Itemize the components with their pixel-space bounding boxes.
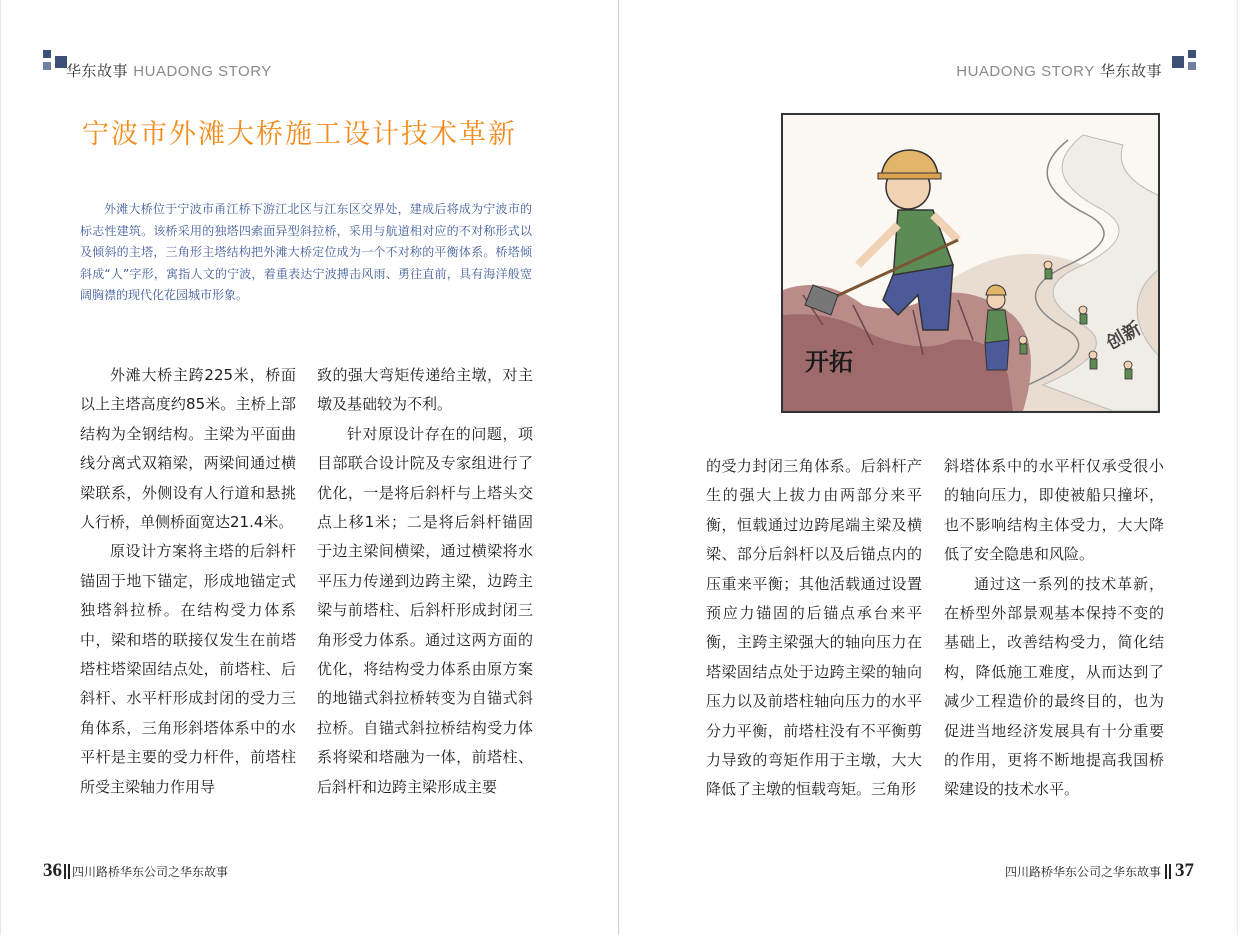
footer-text: 四川路桥华东公司之华东故事: [1004, 864, 1161, 879]
paragraph: 外滩大桥主跨225米，桥面以上主塔高度约85米。主桥上部结构为全钢结构。主梁为平面曲线分离式双箱梁，两梁间通过横梁联系，外侧设有人行道和悬挑人行桥，单侧桥面宽达21.4米。: [80, 366, 296, 532]
section-label-cn: 华东故事: [66, 62, 129, 80]
footer-text: 四川路桥华东公司之华东故事: [72, 864, 229, 879]
section-header-right: [956, 60, 1162, 81]
body-column-3: [706, 452, 922, 805]
illustration-caption: 开拓: [805, 348, 853, 376]
body-column-4: [944, 452, 1164, 805]
paragraph: 通过这一系列的技术革新，在桥型外部景观基本保持不变的基础上，改善结构受力，简化结构，降低施工难度，从而达到了减少工程造价的最终目的，也为促进当地经济发展具有十分重要的作用，更将不断地提高我国桥梁建设的技术水平。: [944, 574, 1164, 799]
paragraph: 原设计方案将主塔的后斜杆锚固于地下锚定，形成地锚定式独塔斜拉桥。在结构受力体系中，梁和塔的联接仅发生在前塔塔柱塔梁固结点处，前塔柱、后斜杆、水平杆形成封闭的受力三角体系，三角形斜塔体系中的水平杆是主要的受力杆件，前塔柱所受主梁轴力作用导: [80, 542, 296, 796]
paragraph: 针对原设计存在的问题，项目部联合设计院及专家组进行了优化，一是将后斜杆与上塔头交点上移1米；二是将后斜杆锚固于边主梁间横梁，通过横梁将水平压力传递到边跨主梁，边跨主梁与前塔柱、后斜杆形成封闭三角形受力体系。通过这两方面的优化，将结构受力体系由原方案的地锚式斜拉桥转变为自锚式斜拉桥。自锚式斜拉桥结构受力体系将梁和塔融为一体，前塔柱、后斜杆和边跨主梁形成主要: [317, 424, 533, 796]
page-number: 36: [43, 860, 62, 881]
paragraph: 致的强大弯矩传递给主墩，对主墩及基础较为不利。: [317, 366, 533, 414]
footer-divider: [64, 864, 66, 879]
road-label: 创新: [1103, 318, 1145, 355]
page-edge-left: [0, 0, 1, 935]
body-column-1: [80, 361, 296, 802]
article-title: 宁波市外滩大桥施工设计技术革新: [82, 119, 517, 150]
article-intro: 外滩大桥位于宁波市甬江桥下游江北区与江东区交界处，建成后将成为宁波市的标志性建筑。该桥采用的独塔四索面异型斜拉桥，采用与航道相对应的不对称形式以及倾斜的主塔，三角形主塔结构把外滩大桥定位成为一个不对称的平衡体系。桥塔倾斜成“人”字形，寓指人文的宁波，着重表达宁波搏击风雨、勇往直前，具有海洋般宽阔胸襟的现代化花园城市形象。: [80, 202, 532, 302]
section-label-cn: 华东故事: [1099, 62, 1162, 80]
body-column-2: [317, 361, 533, 802]
footer-left: [43, 860, 228, 882]
illustration-drawing: [783, 115, 1158, 411]
paragraph: 的受力封闭三角体系。后斜杆产生的强大上拔力由两部分来平衡，恒载通过边跨尾端主梁及横梁、部分后斜杆以及后锚点内的压重来平衡；其他活载通过设置预应力锚固的后锚点承台来平衡，主跨主梁强大的轴向压力在塔梁固结点处于边跨主梁的轴向压力以及前塔柱轴向压力的水平分力平衡，前塔柱没有不平衡剪力导致的弯矩作用于主墩，大大降低了主墩的恒载弯矩。三角形: [706, 457, 922, 799]
paragraph: 斜塔体系中的水平杆仅承受很小的轴向压力，即使被船只撞坏，也不影响结构主体受力，大大降低了安全隐患和风险。: [944, 457, 1164, 564]
cartoon-illustration: [781, 113, 1160, 413]
section-label-en: HUADONG STORY: [956, 63, 1095, 80]
footer-divider: [1165, 864, 1167, 879]
section-header-left: [66, 60, 272, 81]
section-logo-right: [1162, 50, 1198, 76]
page-number: 37: [1175, 860, 1194, 881]
footer-right: [1005, 860, 1194, 882]
page-gutter: [618, 0, 619, 935]
section-label-en: HUADONG STORY: [133, 63, 272, 80]
